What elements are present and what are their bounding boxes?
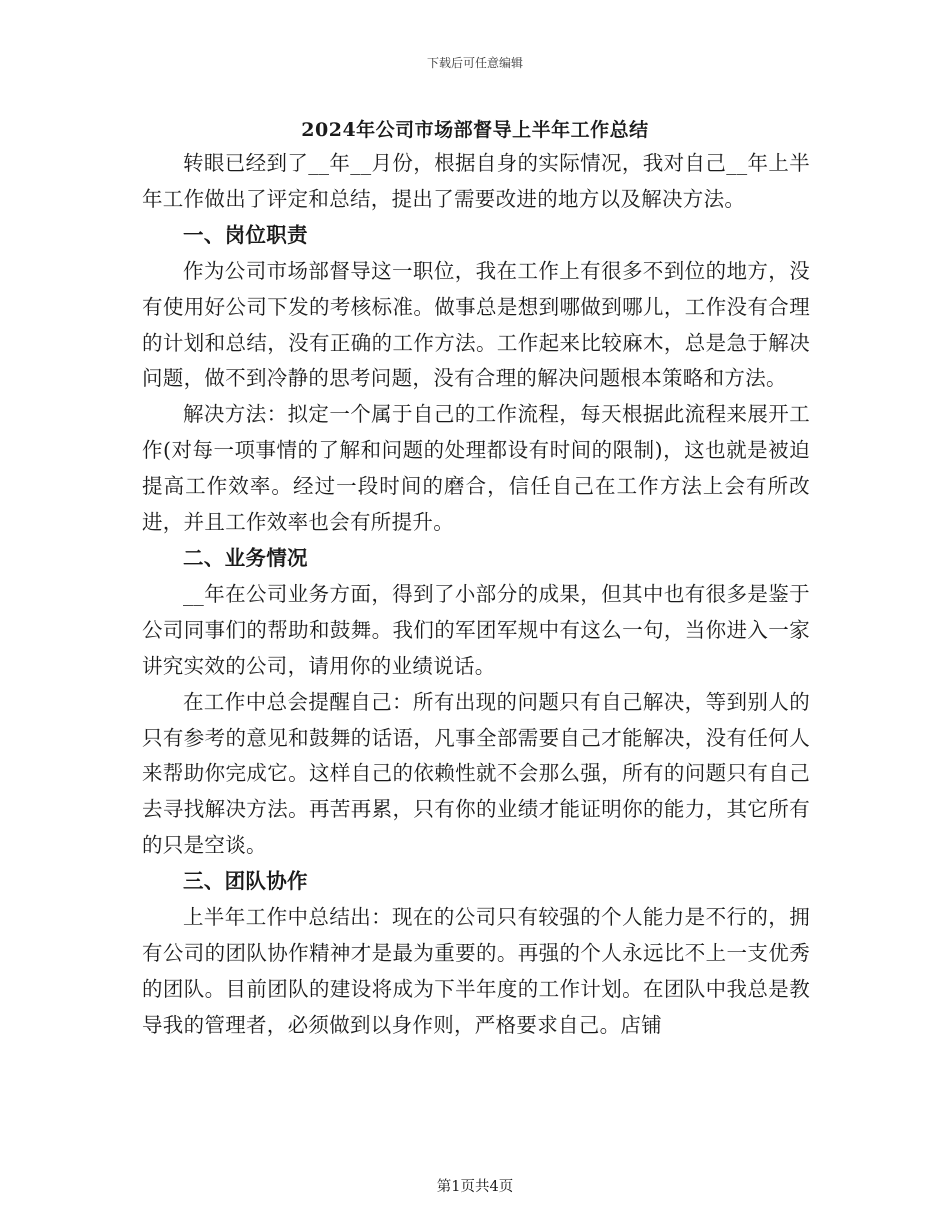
paragraph-solution: 解决方法：拟定一个属于自己的工作流程，每天根据此流程来展开工作(对每一项事情的了解和问题的处理都设有时间的限制)，这也就是被迫提高工作效率。经过一段时间的磨合，信任自己在工作方法上会有所改进，并且工作效率也会有所提升。 (142, 402, 810, 535)
document-title: 2024年公司市场部督导上半年工作总结 (301, 119, 649, 141)
document-body (142, 146, 810, 1044)
paragraph-self-reminder: 在工作中总会提醒自己：所有出现的问题只有自己解决，等到别人的只有参考的意见和鼓舞的话语，凡事全部需要自己才能解决，没有任何人来帮助你完成它。这样自己的依赖性就不会那么强，所有的问题只有自己去寻找解决方法。再苦再累，只有你的业绩才能证明你的能力，其它所有的只是空谈。 (142, 689, 810, 858)
paragraph-business: __年在公司业务方面，得到了小部分的成果，但其中也有很多是鉴于公司同事们的帮助和鼓舞。我们的军团军规中有这么一句，当你进入一家讲究实效的公司，请用你的业绩说话。 (142, 581, 810, 678)
page-number-footer: 第1页共4页 (436, 1179, 514, 1195)
section-heading-teamwork: 三、团队协作 (183, 869, 308, 894)
paragraph-teamwork: 上半年工作中总结出：现在的公司只有较强的个人能力是不行的，拥有公司的团队协作精神才是最为重要的。再强的个人永远比不上一支优秀的团队。目前团队的建设将成为下半年度的工作计划。在团队中我总是教导我的管理者，必须做到以身作则，严格要求自己。店铺 (142, 905, 810, 1037)
paragraph-intro: 转眼已经到了__年__月份，根据自身的实际情况，我对自己__年上半年工作做出了评定和总结，提出了需要改进的地方以及解决方法。 (142, 151, 810, 211)
paragraph-duties: 作为公司市场部督导这一职位，我在工作上有很多不到位的地方，没有使用好公司下发的考核标准。做事总是想到哪做到哪儿，工作没有合理的计划和总结，没有正确的工作方法。工作起来比较麻木，总是急于解决问题，做不到冷静的思考问题，没有合理的解决问题根本策略和方法。 (142, 258, 810, 391)
section-heading-business: 二、业务情况 (183, 545, 308, 570)
page-header: 下载后可任意编辑 (426, 56, 523, 70)
section-heading-duties: 一、岗位职责 (183, 222, 308, 247)
